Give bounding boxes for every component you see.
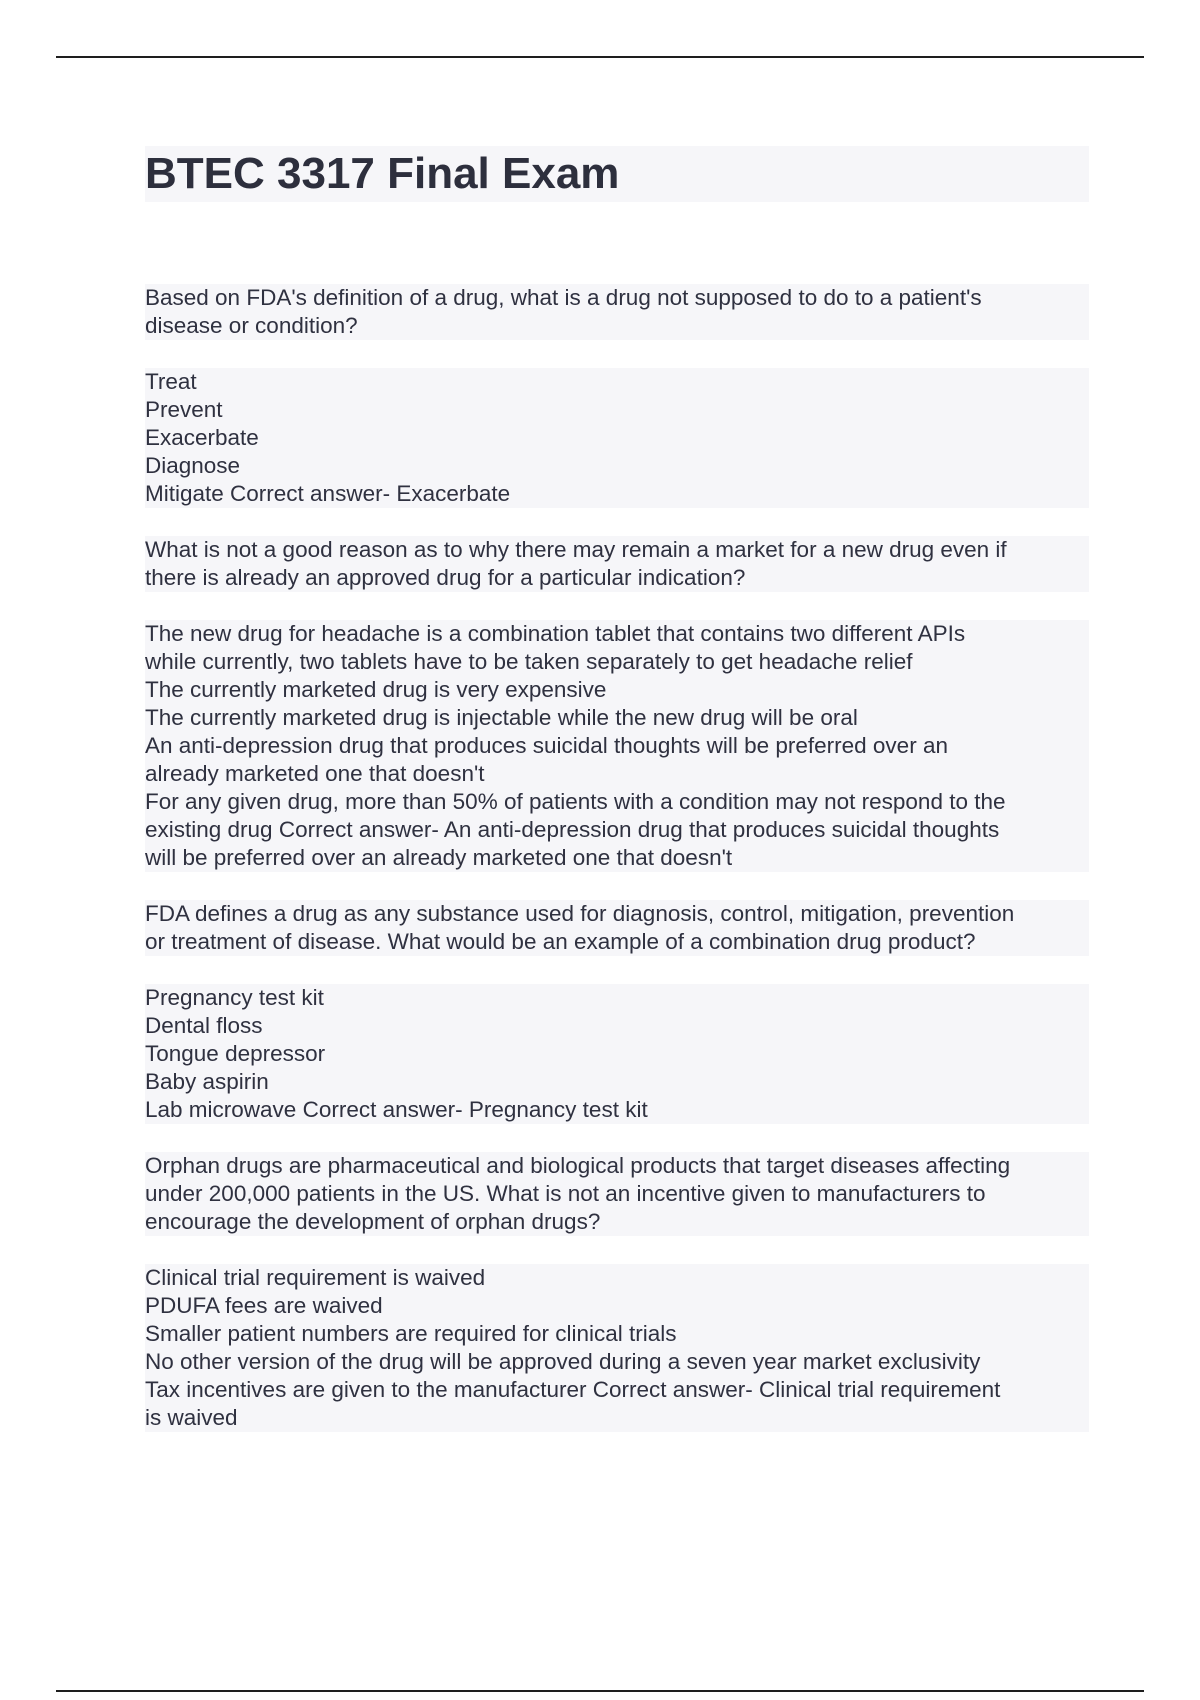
question-block (145, 536, 1089, 872)
answer-option-line: will be preferred over an already marketed one that doesn't (145, 844, 1089, 872)
answer-option-line: The currently marketed drug is very expensive (145, 676, 1089, 704)
question-answer-gap (145, 592, 1089, 620)
answer-option-line: The currently marketed drug is injectable while the new drug will be oral (145, 704, 1089, 732)
answer-option-line: existing drug Correct answer- An anti-depression drug that produces suicidal thoughts (145, 816, 1089, 844)
answer-option-line: Exacerbate (145, 424, 1089, 452)
question-block (145, 900, 1089, 1124)
top-rule (56, 56, 1144, 58)
answer-option-line: Lab microwave Correct answer- Pregnancy test kit (145, 1096, 1089, 1124)
bottom-rule (56, 1690, 1144, 1692)
page-title: BTEC 3317 Final Exam (145, 149, 620, 198)
question-list (145, 284, 1089, 1460)
answer-option-line: Mitigate Correct answer- Exacerbate (145, 480, 1089, 508)
answer-option-line: Tongue depressor (145, 1040, 1089, 1068)
answer-option-line: Smaller patient numbers are required for clinical trials (145, 1320, 1089, 1348)
answer-option-line: No other version of the drug will be approved during a seven year market exclusivity (145, 1348, 1089, 1376)
answer-option-line: Prevent (145, 396, 1089, 424)
question-text-line: encourage the development of orphan drugs? (145, 1208, 1089, 1236)
answer-option-line: Tax incentives are given to the manufacturer Correct answer- Clinical trial requirement (145, 1376, 1089, 1404)
question-block (145, 284, 1089, 508)
question-text-line: disease or condition? (145, 312, 1089, 340)
answer-option-line: already marketed one that doesn't (145, 760, 1089, 788)
answer-option-line: PDUFA fees are waived (145, 1292, 1089, 1320)
answer-option-line: while currently, two tablets have to be taken separately to get headache relief (145, 648, 1089, 676)
answer-option-line: Dental floss (145, 1012, 1089, 1040)
question-text-line: Based on FDA's definition of a drug, what is a drug not supposed to do to a patient's (145, 284, 1089, 312)
question-text-line: there is already an approved drug for a particular indication? (145, 564, 1089, 592)
answer-option-line: Diagnose (145, 452, 1089, 480)
question-answer-gap (145, 956, 1089, 984)
question-block (145, 1152, 1089, 1432)
answer-option-line: Baby aspirin (145, 1068, 1089, 1096)
question-text-line: What is not a good reason as to why there may remain a market for a new drug even if (145, 536, 1089, 564)
question-text-line: Orphan drugs are pharmaceutical and biological products that target diseases affecting (145, 1152, 1089, 1180)
title-block (145, 146, 1089, 202)
question-answer-gap (145, 340, 1089, 368)
answer-option-line: The new drug for headache is a combination tablet that contains two different APIs (145, 620, 1089, 648)
question-text-line: or treatment of disease. What would be an example of a combination drug product? (145, 928, 1089, 956)
answer-option-line: Treat (145, 368, 1089, 396)
question-text-line: FDA defines a drug as any substance used for diagnosis, control, mitigation, prevention (145, 900, 1089, 928)
answer-option-line: An anti-depression drug that produces suicidal thoughts will be preferred over an (145, 732, 1089, 760)
answer-option-line: For any given drug, more than 50% of patients with a condition may not respond to the (145, 788, 1089, 816)
answer-option-line: is waived (145, 1404, 1089, 1432)
question-answer-gap (145, 1236, 1089, 1264)
answer-option-line: Clinical trial requirement is waived (145, 1264, 1089, 1292)
question-text-line: under 200,000 patients in the US. What is not an incentive given to manufacturers to (145, 1180, 1089, 1208)
answer-option-line: Pregnancy test kit (145, 984, 1089, 1012)
